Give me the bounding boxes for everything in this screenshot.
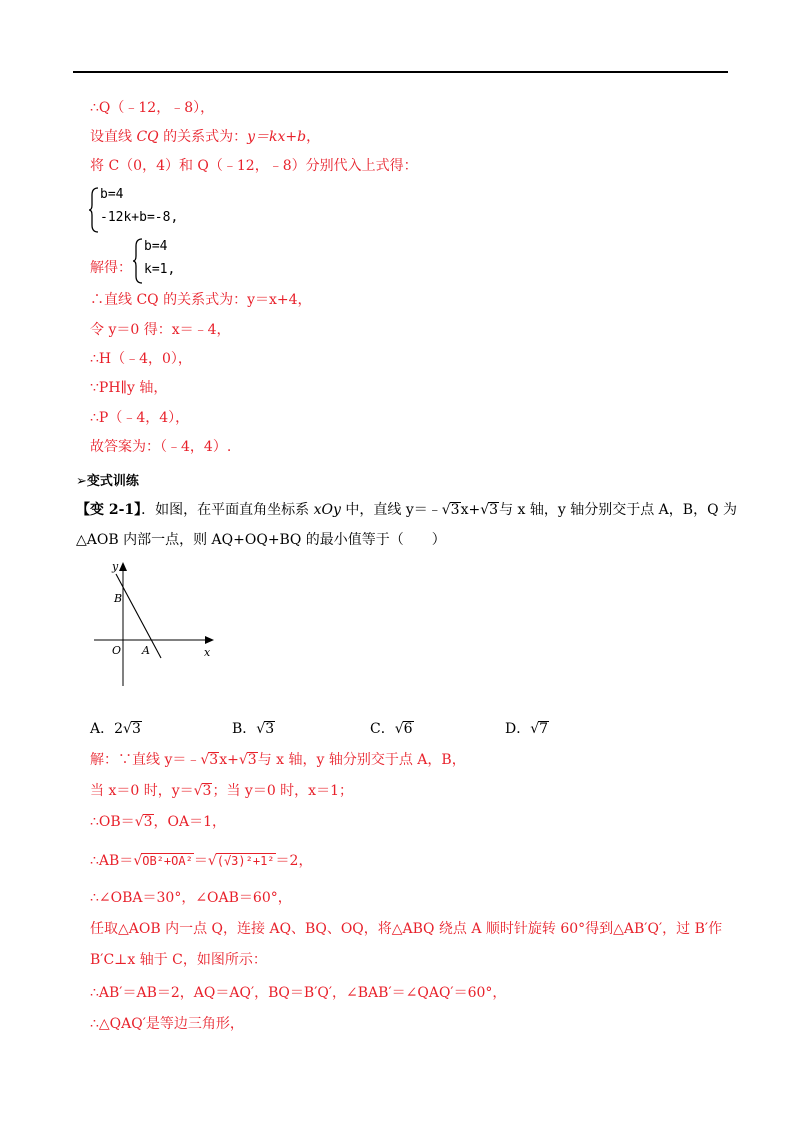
solution-line: ∴OB＝√3，OA＝1， (90, 814, 227, 830)
solution-line: 解：∵直线 y＝﹣√3x+√3与 x 轴，y 轴分别交于点 A，B， (90, 752, 466, 768)
solution-line: 当 x＝0 时，y＝√3；当 y＝0 时，x＝1； (90, 783, 353, 799)
x-axis-label: x (204, 646, 211, 659)
coordinate-figure (88, 558, 228, 690)
solution-line: ∴△QAQ′是等边三角形， (90, 1016, 244, 1032)
section-heading: ➢变式训练 (76, 474, 139, 489)
equation-row: -12k+b=-8, (100, 210, 179, 225)
y-axis-label: y (112, 560, 119, 573)
text-line: 将 C（0，4）和 Q（﹣12，﹣8）分别代入上式得： (90, 158, 418, 174)
text-line: 设直线 CQ 的关系式为：y＝kx+b， (90, 129, 321, 145)
text-line: ∴H（﹣4，0）， (90, 351, 192, 367)
x-axis-arrow-icon (205, 636, 214, 644)
text-line: 故答案为：（﹣4，4）. (90, 439, 232, 455)
text-line: ∴Q（﹣12，﹣8）， (90, 100, 215, 116)
problem-line: △AOB 内部一点，则 AQ+OQ+BQ 的最小值等于（ ） (76, 532, 446, 548)
origin-label: O (112, 644, 122, 657)
y-axis-arrow-icon (119, 562, 127, 571)
solution-line: ∴AB′＝AB＝2，AQ＝AQ′，BQ＝B′Q′，∠BAB′＝∠QAQ′＝60°， (90, 985, 507, 1001)
option-d: D．√7 (505, 721, 549, 737)
text-line: ∵PH∥y 轴， (90, 380, 168, 396)
text-line: 令 y＝0 得：x＝﹣4， (90, 322, 231, 338)
point-b-label: B (114, 592, 123, 605)
problem-line: 【变 2-1】．如图，在平面直角坐标系 xOy 中，直线 y＝﹣√3x+√3与 x 轴，y 轴分别交于点 A，B，Q 为 (76, 502, 737, 518)
solve-label: 解得： (90, 260, 132, 276)
problem-tag: 【变 2-1】 (76, 502, 142, 518)
brace-icon (88, 187, 100, 233)
solution-line: 任取△AOB 内一点 Q，连接 AQ、BQ、OQ，将△ABQ 绕点 A 顺时针旋转 60°得到△AB′Q′，过 B′作 (90, 921, 723, 937)
equation-row: k=1, (144, 262, 176, 277)
brace-icon (132, 238, 144, 284)
solution-line: ∴∠OBA＝30°，∠OAB＝60°， (90, 890, 292, 906)
point-a-label: A (142, 644, 150, 657)
option-a: A．2√3 (90, 721, 141, 737)
text-line: ∴P（﹣4，4）， (90, 410, 190, 426)
text-line: ∴直线 CQ 的关系式为：y＝x+4， (90, 292, 312, 308)
header-rule (73, 71, 728, 73)
option-b: B．√3 (232, 721, 275, 737)
solution-line: ∴AB＝√OB²+OA²＝√(√3)²+1²＝2， (90, 853, 313, 869)
equation-row: b=4 (100, 187, 124, 202)
equation-row: b=4 (144, 239, 168, 254)
solution-line: B′C⊥x 轴于 C，如图所示： (90, 952, 267, 968)
option-c: C．√6 (370, 721, 413, 737)
